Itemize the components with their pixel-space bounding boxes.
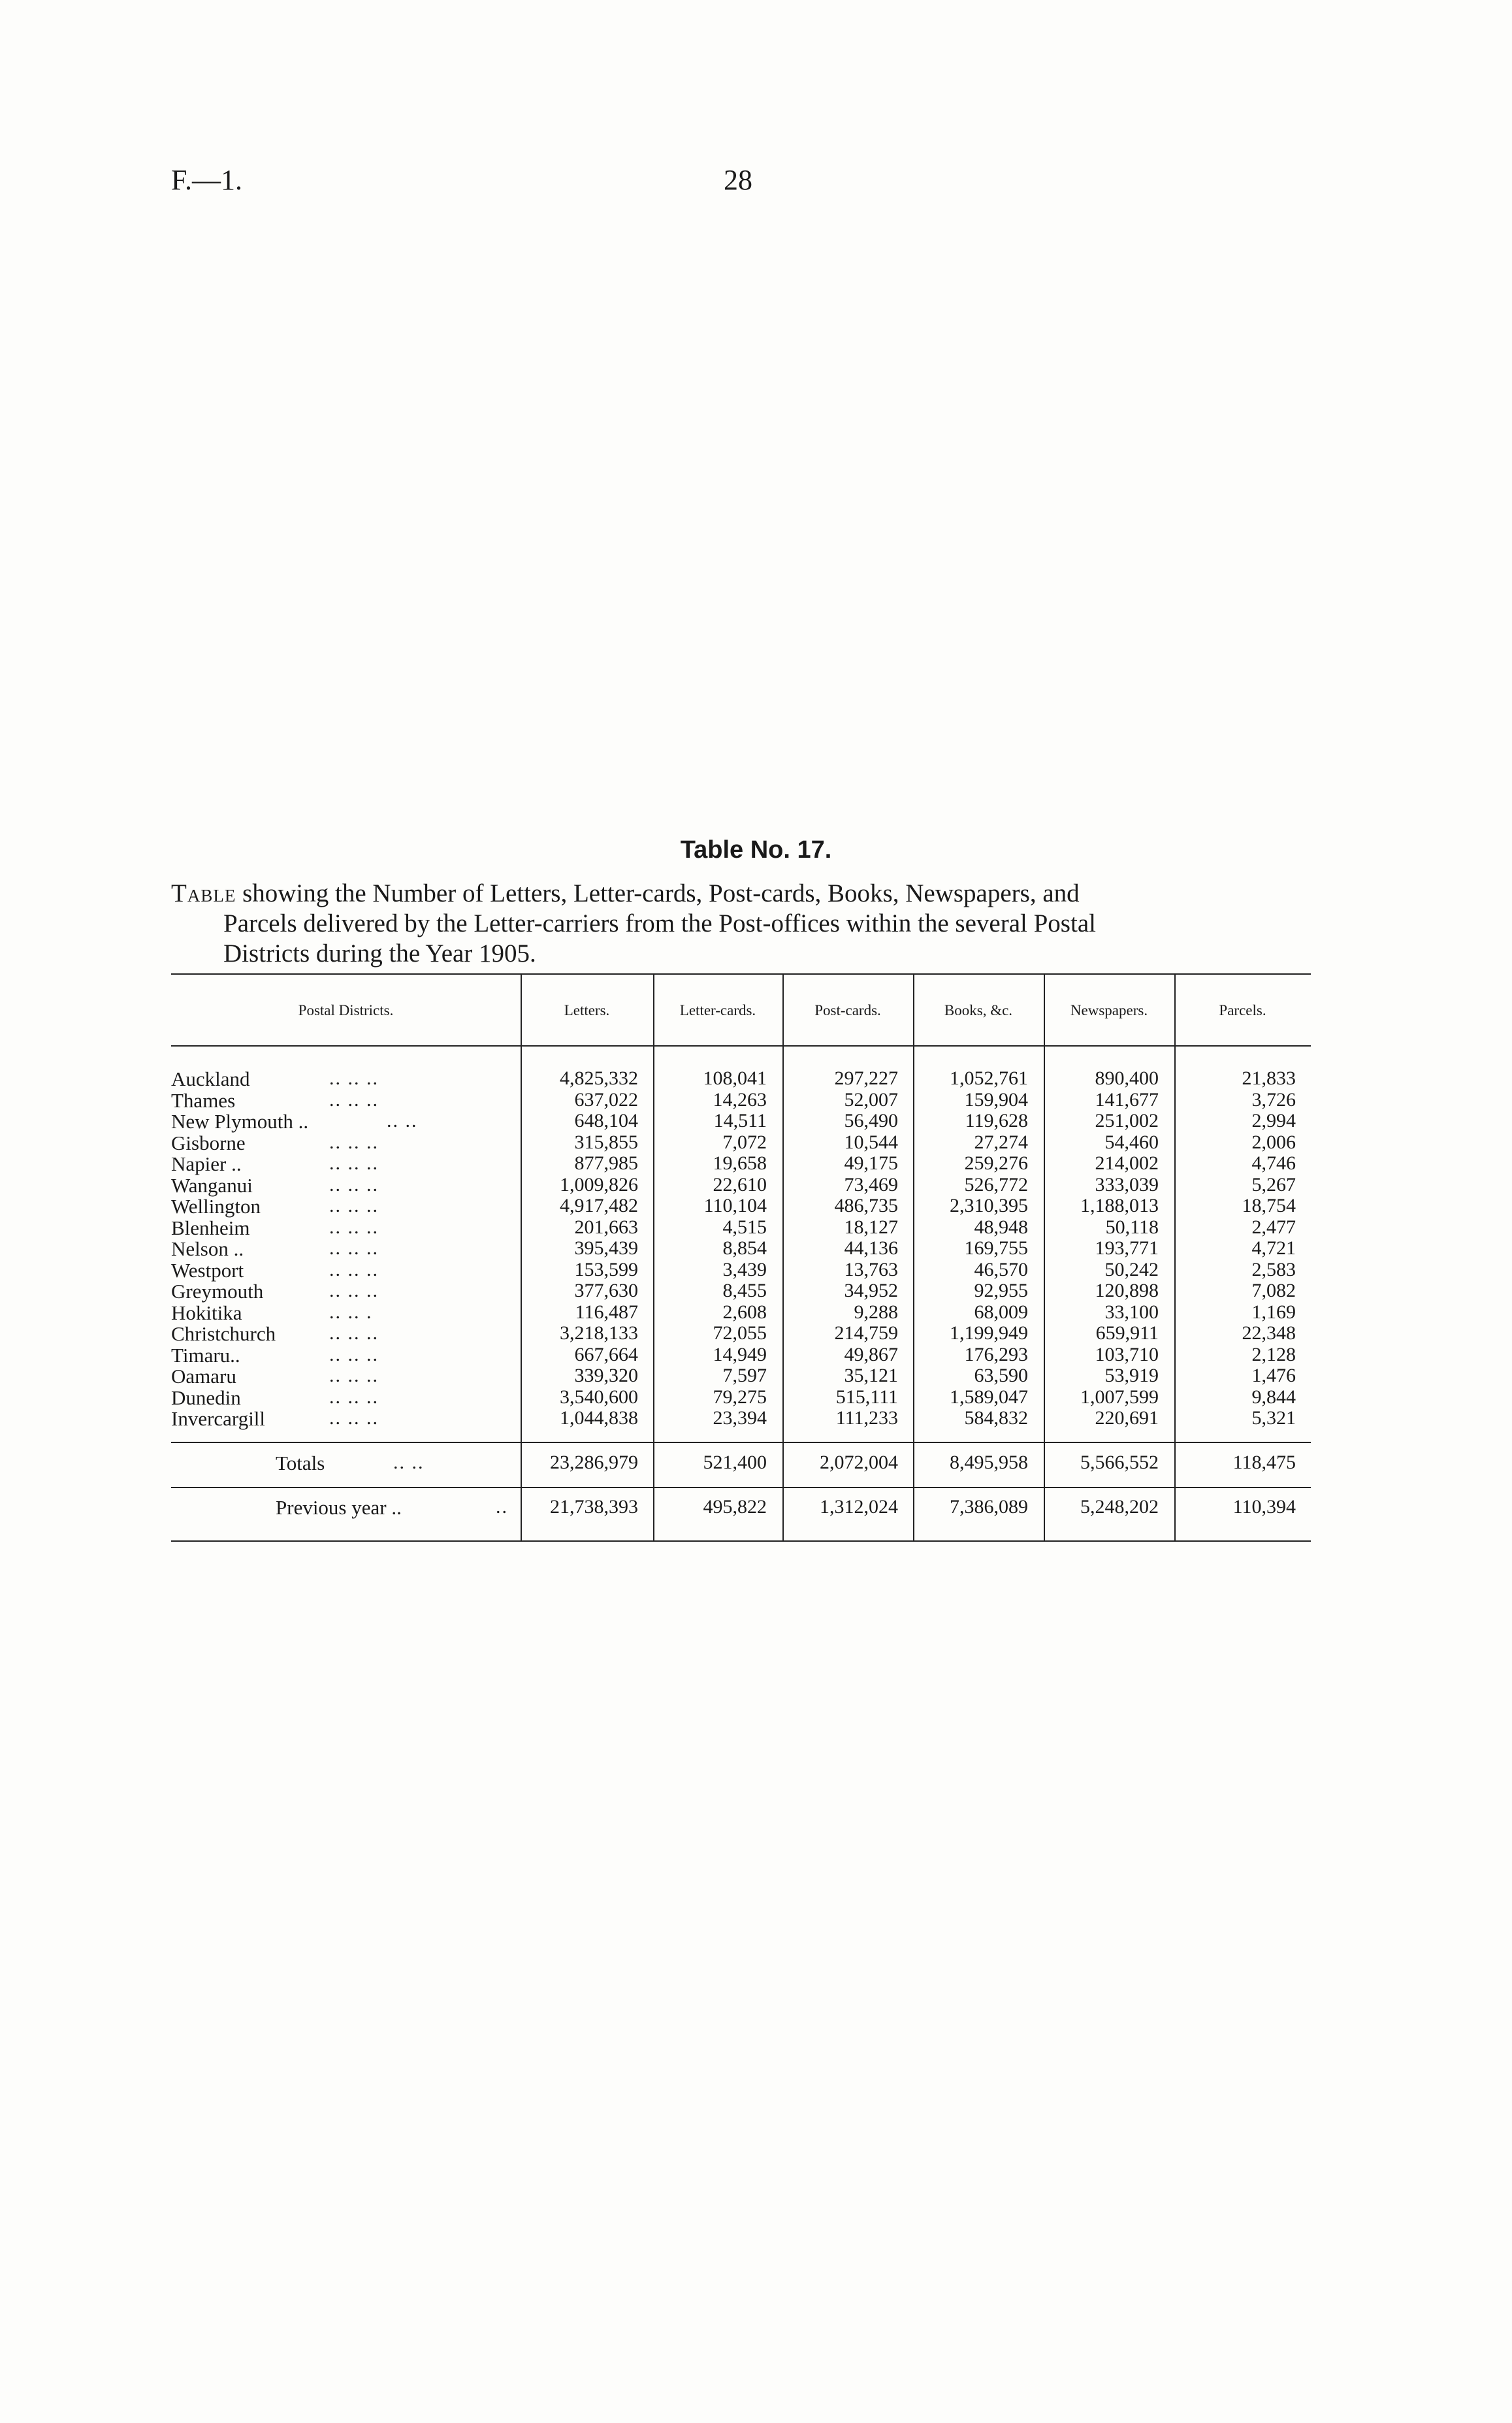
table-cell: 333,039 bbox=[1095, 1173, 1159, 1195]
leader-dots: .. .. .. bbox=[329, 1173, 379, 1195]
district-name: Hokitika bbox=[171, 1301, 242, 1324]
table-cell: 3,726 bbox=[1251, 1088, 1296, 1111]
column-divider bbox=[1174, 975, 1176, 1540]
district-name: Auckland bbox=[171, 1067, 250, 1090]
district-name: Westport bbox=[171, 1258, 244, 1282]
table-cell: 54,460 bbox=[1104, 1131, 1159, 1153]
table-cell: 34,952 bbox=[844, 1280, 898, 1301]
table-cell: 526,772 bbox=[964, 1173, 1028, 1195]
table-bottom-rule bbox=[171, 1540, 1311, 1542]
column-divider bbox=[653, 975, 654, 1540]
table-cell: 7,072 bbox=[722, 1131, 767, 1153]
table-cell: 14,949 bbox=[713, 1343, 767, 1365]
leader-dots: .. .. .. bbox=[329, 1152, 379, 1174]
table-caption bbox=[171, 879, 1314, 969]
leader-dots: .. .. .. bbox=[329, 1237, 379, 1259]
table-cell: 56,490 bbox=[844, 1110, 898, 1131]
table-cell: 3,439 bbox=[722, 1258, 767, 1280]
table-cell: 48,948 bbox=[974, 1216, 1028, 1238]
table-cell: 10,544 bbox=[844, 1131, 898, 1153]
table-cell: 1,009,826 bbox=[560, 1173, 638, 1195]
table-cell: 1,589,047 bbox=[950, 1386, 1028, 1408]
table-cell: 22,348 bbox=[1242, 1322, 1296, 1344]
totals-cell: 2,072,004 bbox=[820, 1452, 898, 1473]
table-cell: 50,118 bbox=[1105, 1216, 1159, 1238]
table-cell: 584,832 bbox=[964, 1407, 1028, 1429]
table-cell: 79,275 bbox=[713, 1386, 767, 1408]
table-cell: 4,917,482 bbox=[560, 1195, 638, 1216]
table-cell: 50,242 bbox=[1104, 1258, 1159, 1280]
leader-dots: .. .. . bbox=[329, 1301, 373, 1323]
table-cell: 1,188,013 bbox=[1080, 1195, 1159, 1216]
leader-dots: .. .. .. bbox=[329, 1280, 379, 1301]
table-cell: 1,007,599 bbox=[1080, 1386, 1159, 1408]
column-divider bbox=[1044, 975, 1045, 1540]
page-number: 28 bbox=[724, 164, 752, 196]
district-name: Oamaru bbox=[171, 1365, 236, 1388]
table-cell: 2,583 bbox=[1251, 1258, 1296, 1280]
table-cell: 72,055 bbox=[713, 1322, 767, 1344]
caption-line-1: showing the Number of Letters, Letter-cards, Post-cards, Books, Newspapers, and bbox=[242, 879, 1080, 907]
table-cell: 395,439 bbox=[574, 1237, 638, 1259]
column-divider bbox=[521, 975, 522, 1540]
leader-dots: .. .. .. bbox=[329, 1343, 379, 1365]
table-cell: 214,759 bbox=[834, 1322, 898, 1344]
column-divider bbox=[913, 975, 914, 1540]
table-cell: 120,898 bbox=[1095, 1280, 1159, 1301]
table-cell: 21,833 bbox=[1242, 1067, 1296, 1089]
caption-lead: Table bbox=[171, 879, 236, 907]
table-cell: 46,570 bbox=[974, 1258, 1028, 1280]
table-cell: 1,052,761 bbox=[950, 1067, 1028, 1089]
table-cell: 7,597 bbox=[722, 1365, 767, 1386]
totals-cell: 8,495,958 bbox=[950, 1452, 1028, 1473]
table-cell: 49,867 bbox=[844, 1343, 898, 1365]
table-cell: 2,310,395 bbox=[950, 1195, 1028, 1216]
totals-top-rule bbox=[171, 1442, 1311, 1443]
leader-dots: .. .. bbox=[387, 1110, 418, 1131]
district-name: Blenheim bbox=[171, 1216, 250, 1239]
table-cell: 648,104 bbox=[574, 1110, 638, 1131]
totals-leader-dots: .. .. bbox=[393, 1452, 425, 1473]
table-cell: 259,276 bbox=[964, 1152, 1028, 1174]
leader-dots: .. .. .. bbox=[329, 1365, 379, 1386]
caption-line-3: Districts during the Year 1905. bbox=[223, 939, 536, 968]
district-name: Invercargill bbox=[171, 1407, 266, 1430]
table-cell: 116,487 bbox=[575, 1301, 638, 1323]
table-cell: 73,469 bbox=[844, 1173, 898, 1195]
table-cell: 33,100 bbox=[1104, 1301, 1159, 1323]
table-cell: 63,590 bbox=[974, 1365, 1028, 1386]
table-cell: 2,477 bbox=[1251, 1216, 1296, 1238]
table-cell: 486,735 bbox=[834, 1195, 898, 1216]
table-cell: 877,985 bbox=[574, 1152, 638, 1174]
table-title: Table No. 17. bbox=[680, 836, 832, 864]
table-cell: 1,199,949 bbox=[950, 1322, 1028, 1344]
leader-dots: .. .. .. bbox=[329, 1407, 379, 1429]
table-cell: 35,121 bbox=[844, 1365, 898, 1386]
previous-year-cell: 21,738,393 bbox=[550, 1496, 638, 1518]
table-cell: 4,825,332 bbox=[560, 1067, 638, 1089]
leader-dots: .. .. .. bbox=[329, 1386, 379, 1408]
table-cell: 220,691 bbox=[1095, 1407, 1159, 1429]
column-header-parcels: Parcels. bbox=[1219, 1002, 1266, 1018]
table-cell: 7,082 bbox=[1251, 1280, 1296, 1301]
table-cell: 4,721 bbox=[1251, 1237, 1296, 1259]
table-cell: 1,169 bbox=[1251, 1301, 1296, 1323]
previous-year-cell: 495,822 bbox=[703, 1496, 767, 1518]
document-reference: F.—1. bbox=[171, 164, 242, 196]
table-cell: 111,233 bbox=[835, 1407, 898, 1429]
leader-dots: .. .. .. bbox=[329, 1322, 379, 1344]
table-cell: 18,127 bbox=[844, 1216, 898, 1238]
previous-year-cell: 7,386,089 bbox=[950, 1496, 1028, 1518]
leader-dots: .. .. .. bbox=[329, 1088, 379, 1111]
table-cell: 9,844 bbox=[1251, 1386, 1296, 1408]
column-divider bbox=[782, 975, 784, 1540]
table-cell: 637,022 bbox=[574, 1088, 638, 1111]
table-cell: 377,630 bbox=[574, 1280, 638, 1301]
table-cell: 52,007 bbox=[844, 1088, 898, 1111]
table-cell: 27,274 bbox=[974, 1131, 1028, 1153]
previous-year-cell: 5,248,202 bbox=[1080, 1496, 1159, 1518]
totals-cell: 23,286,979 bbox=[550, 1452, 638, 1473]
table-cell: 5,267 bbox=[1251, 1173, 1296, 1195]
table-cell: 19,658 bbox=[713, 1152, 767, 1174]
district-name: Wellington bbox=[171, 1195, 261, 1218]
table-cell: 18,754 bbox=[1242, 1195, 1296, 1216]
table-cell: 141,677 bbox=[1095, 1088, 1159, 1111]
table-cell: 103,710 bbox=[1095, 1343, 1159, 1365]
table-cell: 22,610 bbox=[713, 1173, 767, 1195]
table-cell: 297,227 bbox=[834, 1067, 898, 1089]
column-header-postal-districts: Postal Districts. bbox=[298, 1002, 394, 1018]
table-cell: 159,904 bbox=[964, 1088, 1028, 1111]
leader-dots: .. .. .. bbox=[329, 1258, 379, 1280]
table-cell: 2,006 bbox=[1251, 1131, 1296, 1153]
table-cell: 251,002 bbox=[1095, 1110, 1159, 1131]
table-cell: 667,664 bbox=[574, 1343, 638, 1365]
district-name: Dunedin bbox=[171, 1386, 241, 1409]
table-cell: 68,009 bbox=[974, 1301, 1028, 1323]
table-cell: 1,044,838 bbox=[560, 1407, 638, 1429]
leader-dots: .. .. .. bbox=[329, 1195, 379, 1216]
previous-year-cell: 1,312,024 bbox=[820, 1496, 898, 1518]
table-cell: 14,511 bbox=[713, 1110, 767, 1131]
table-cell: 659,911 bbox=[1095, 1322, 1159, 1344]
table-cell: 8,455 bbox=[722, 1280, 767, 1301]
district-name: Thames bbox=[171, 1088, 236, 1112]
table-cell: 315,855 bbox=[574, 1131, 638, 1153]
district-name: Greymouth bbox=[171, 1280, 264, 1303]
table-cell: 2,128 bbox=[1251, 1343, 1296, 1365]
district-name: New Plymouth .. bbox=[171, 1110, 309, 1133]
table-cell: 44,136 bbox=[844, 1237, 898, 1259]
table-cell: 110,104 bbox=[703, 1195, 767, 1216]
column-header-books: Books, &c. bbox=[944, 1002, 1013, 1018]
table-cell: 4,515 bbox=[722, 1216, 767, 1238]
column-header-post-cards: Post-cards. bbox=[814, 1002, 881, 1018]
table-cell: 13,763 bbox=[844, 1258, 898, 1280]
caption-line-2: Parcels delivered by the Letter-carriers from the Post-offices within the several Postal bbox=[223, 909, 1096, 937]
table-cell: 890,400 bbox=[1095, 1067, 1159, 1089]
leader-dots: .. .. .. bbox=[329, 1131, 379, 1153]
table-cell: 5,321 bbox=[1251, 1407, 1296, 1429]
totals-label: Totals bbox=[276, 1452, 325, 1474]
district-name: Napier .. bbox=[171, 1152, 242, 1175]
table-top-rule bbox=[171, 973, 1311, 975]
table-cell: 1,476 bbox=[1251, 1365, 1296, 1386]
district-name: Wanganui bbox=[171, 1173, 253, 1197]
totals-bottom-rule bbox=[171, 1487, 1311, 1488]
table-cell: 339,320 bbox=[574, 1365, 638, 1386]
table-cell: 14,263 bbox=[713, 1088, 767, 1111]
table-cell: 23,394 bbox=[713, 1407, 767, 1429]
table-cell: 3,540,600 bbox=[560, 1386, 638, 1408]
table-cell: 153,599 bbox=[574, 1258, 638, 1280]
district-name: Nelson .. bbox=[171, 1237, 244, 1260]
totals-cell: 5,566,552 bbox=[1080, 1452, 1159, 1473]
previous-year-cell: 110,394 bbox=[1232, 1496, 1296, 1518]
table-cell: 169,755 bbox=[964, 1237, 1028, 1259]
column-header-letters: Letters. bbox=[564, 1002, 610, 1018]
column-header-letter-cards: Letter-cards. bbox=[679, 1002, 756, 1018]
table-cell: 53,919 bbox=[1104, 1365, 1159, 1386]
column-header-newspapers: Newspapers. bbox=[1070, 1002, 1148, 1018]
district-name: Christchurch bbox=[171, 1322, 276, 1345]
table-cell: 4,746 bbox=[1251, 1152, 1296, 1174]
table-cell: 9,288 bbox=[854, 1301, 898, 1323]
previous-year-leader-dots: .. bbox=[496, 1496, 508, 1518]
totals-cell: 118,475 bbox=[1232, 1452, 1296, 1473]
leader-dots: .. .. .. bbox=[329, 1216, 379, 1238]
header-bottom-rule bbox=[171, 1045, 1311, 1047]
table-cell: 193,771 bbox=[1095, 1237, 1159, 1259]
leader-dots: .. .. .. bbox=[329, 1067, 379, 1089]
table-cell: 2,608 bbox=[722, 1301, 767, 1323]
district-name: Gisborne bbox=[171, 1131, 246, 1154]
table-cell: 3,218,133 bbox=[560, 1322, 638, 1344]
previous-year-label: Previous year .. bbox=[276, 1496, 402, 1519]
district-name: Timaru.. bbox=[171, 1343, 240, 1367]
table-cell: 92,955 bbox=[974, 1280, 1028, 1301]
table-cell: 8,854 bbox=[722, 1237, 767, 1259]
table-cell: 108,041 bbox=[703, 1067, 767, 1089]
table-cell: 176,293 bbox=[964, 1343, 1028, 1365]
totals-cell: 521,400 bbox=[703, 1452, 767, 1473]
table-cell: 201,663 bbox=[574, 1216, 638, 1238]
table-cell: 49,175 bbox=[844, 1152, 898, 1174]
table-cell: 515,111 bbox=[835, 1386, 898, 1408]
table-cell: 119,628 bbox=[965, 1110, 1028, 1131]
table-cell: 2,994 bbox=[1251, 1110, 1296, 1131]
table-cell: 214,002 bbox=[1095, 1152, 1159, 1174]
